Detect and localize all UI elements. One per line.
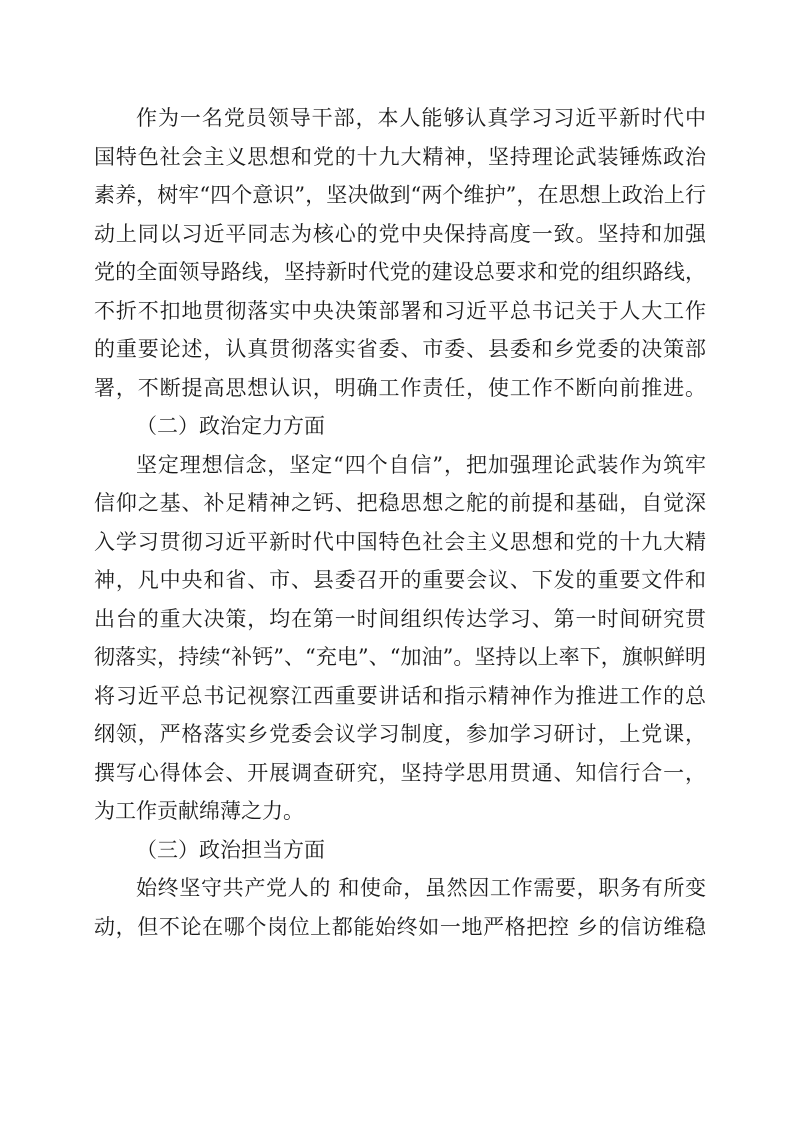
- paragraph-line: 署，不断提高思想认识，明确工作责任，使工作不断向前推进。: [94, 375, 706, 400]
- paragraph-line: 彻落实，持续“补钙”、“充电”、“加油”。坚持以上率下，旗帜鲜明: [94, 645, 706, 669]
- paragraph-line: 党的全面领导路线，坚持新时代党的建设总要求和党的组织路线，: [94, 260, 706, 284]
- paragraph-line: 撰写心得体会、开展调查研究，坚持学思用贯通、知信行合一，: [94, 760, 706, 785]
- paragraph-line: 将习近平总书记视察江西重要讲话和指示精神作为推进工作的总: [94, 683, 706, 708]
- paragraph-line: 作为一名党员领导干部，本人能够认真学习习近平新时代中: [136, 106, 706, 130]
- paragraph-line: 的重要论述，认真贯彻落实省委、市委、县委和乡党委的决策部: [94, 337, 706, 361]
- paragraph-line: 入学习贯彻习近平新时代中国特色社会主义思想和党的十九大精: [94, 529, 706, 554]
- document-body: [94, 99, 706, 946]
- paragraph-line: 素养，树牢“四个意识”，坚决做到“两个维护”，在思想上政治上行: [94, 183, 706, 207]
- paragraph-line: 纲领，严格落实乡党委会议学习制度，参加学习研讨，上党课，: [94, 722, 706, 746]
- paragraph-line: 神，凡中央和省、市、县委召开的重要会议、下发的重要文件和: [94, 568, 706, 592]
- paragraph-line: 动，但不论在哪个岗位上都能始终如一地严格把控 乡的信访维稳: [94, 914, 706, 939]
- paragraph-line: 始终坚守共产党人的 和使命，虽然因工作需要，职务有所变: [136, 876, 706, 900]
- paragraph-line: 信仰之基、补足精神之钙、把稳思想之舵的前提和基础，自觉深: [94, 491, 706, 515]
- paragraph-line: 国特色社会主义思想和党的十九大精神，坚持理论武装锤炼政治: [94, 144, 706, 169]
- section-heading: （二）政治定力方面: [136, 414, 325, 438]
- paragraph-line: 不折不扣地贯彻落实中央决策部署和习近平总书记关于人大工作: [94, 298, 706, 323]
- paragraph-line: 坚定理想信念，坚定“四个自信”，把加强理论武装作为筑牢: [136, 452, 706, 477]
- section-heading: （三）政治担当方面: [136, 837, 325, 862]
- paragraph-line: 动上同以习近平同志为核心的党中央保持高度一致。坚持和加强: [94, 221, 706, 246]
- paragraph-line: 为工作贡献绵薄之力。: [94, 799, 304, 823]
- paragraph-line: 出台的重大决策，均在第一时间组织传达学习、第一时间研究贯: [94, 606, 706, 631]
